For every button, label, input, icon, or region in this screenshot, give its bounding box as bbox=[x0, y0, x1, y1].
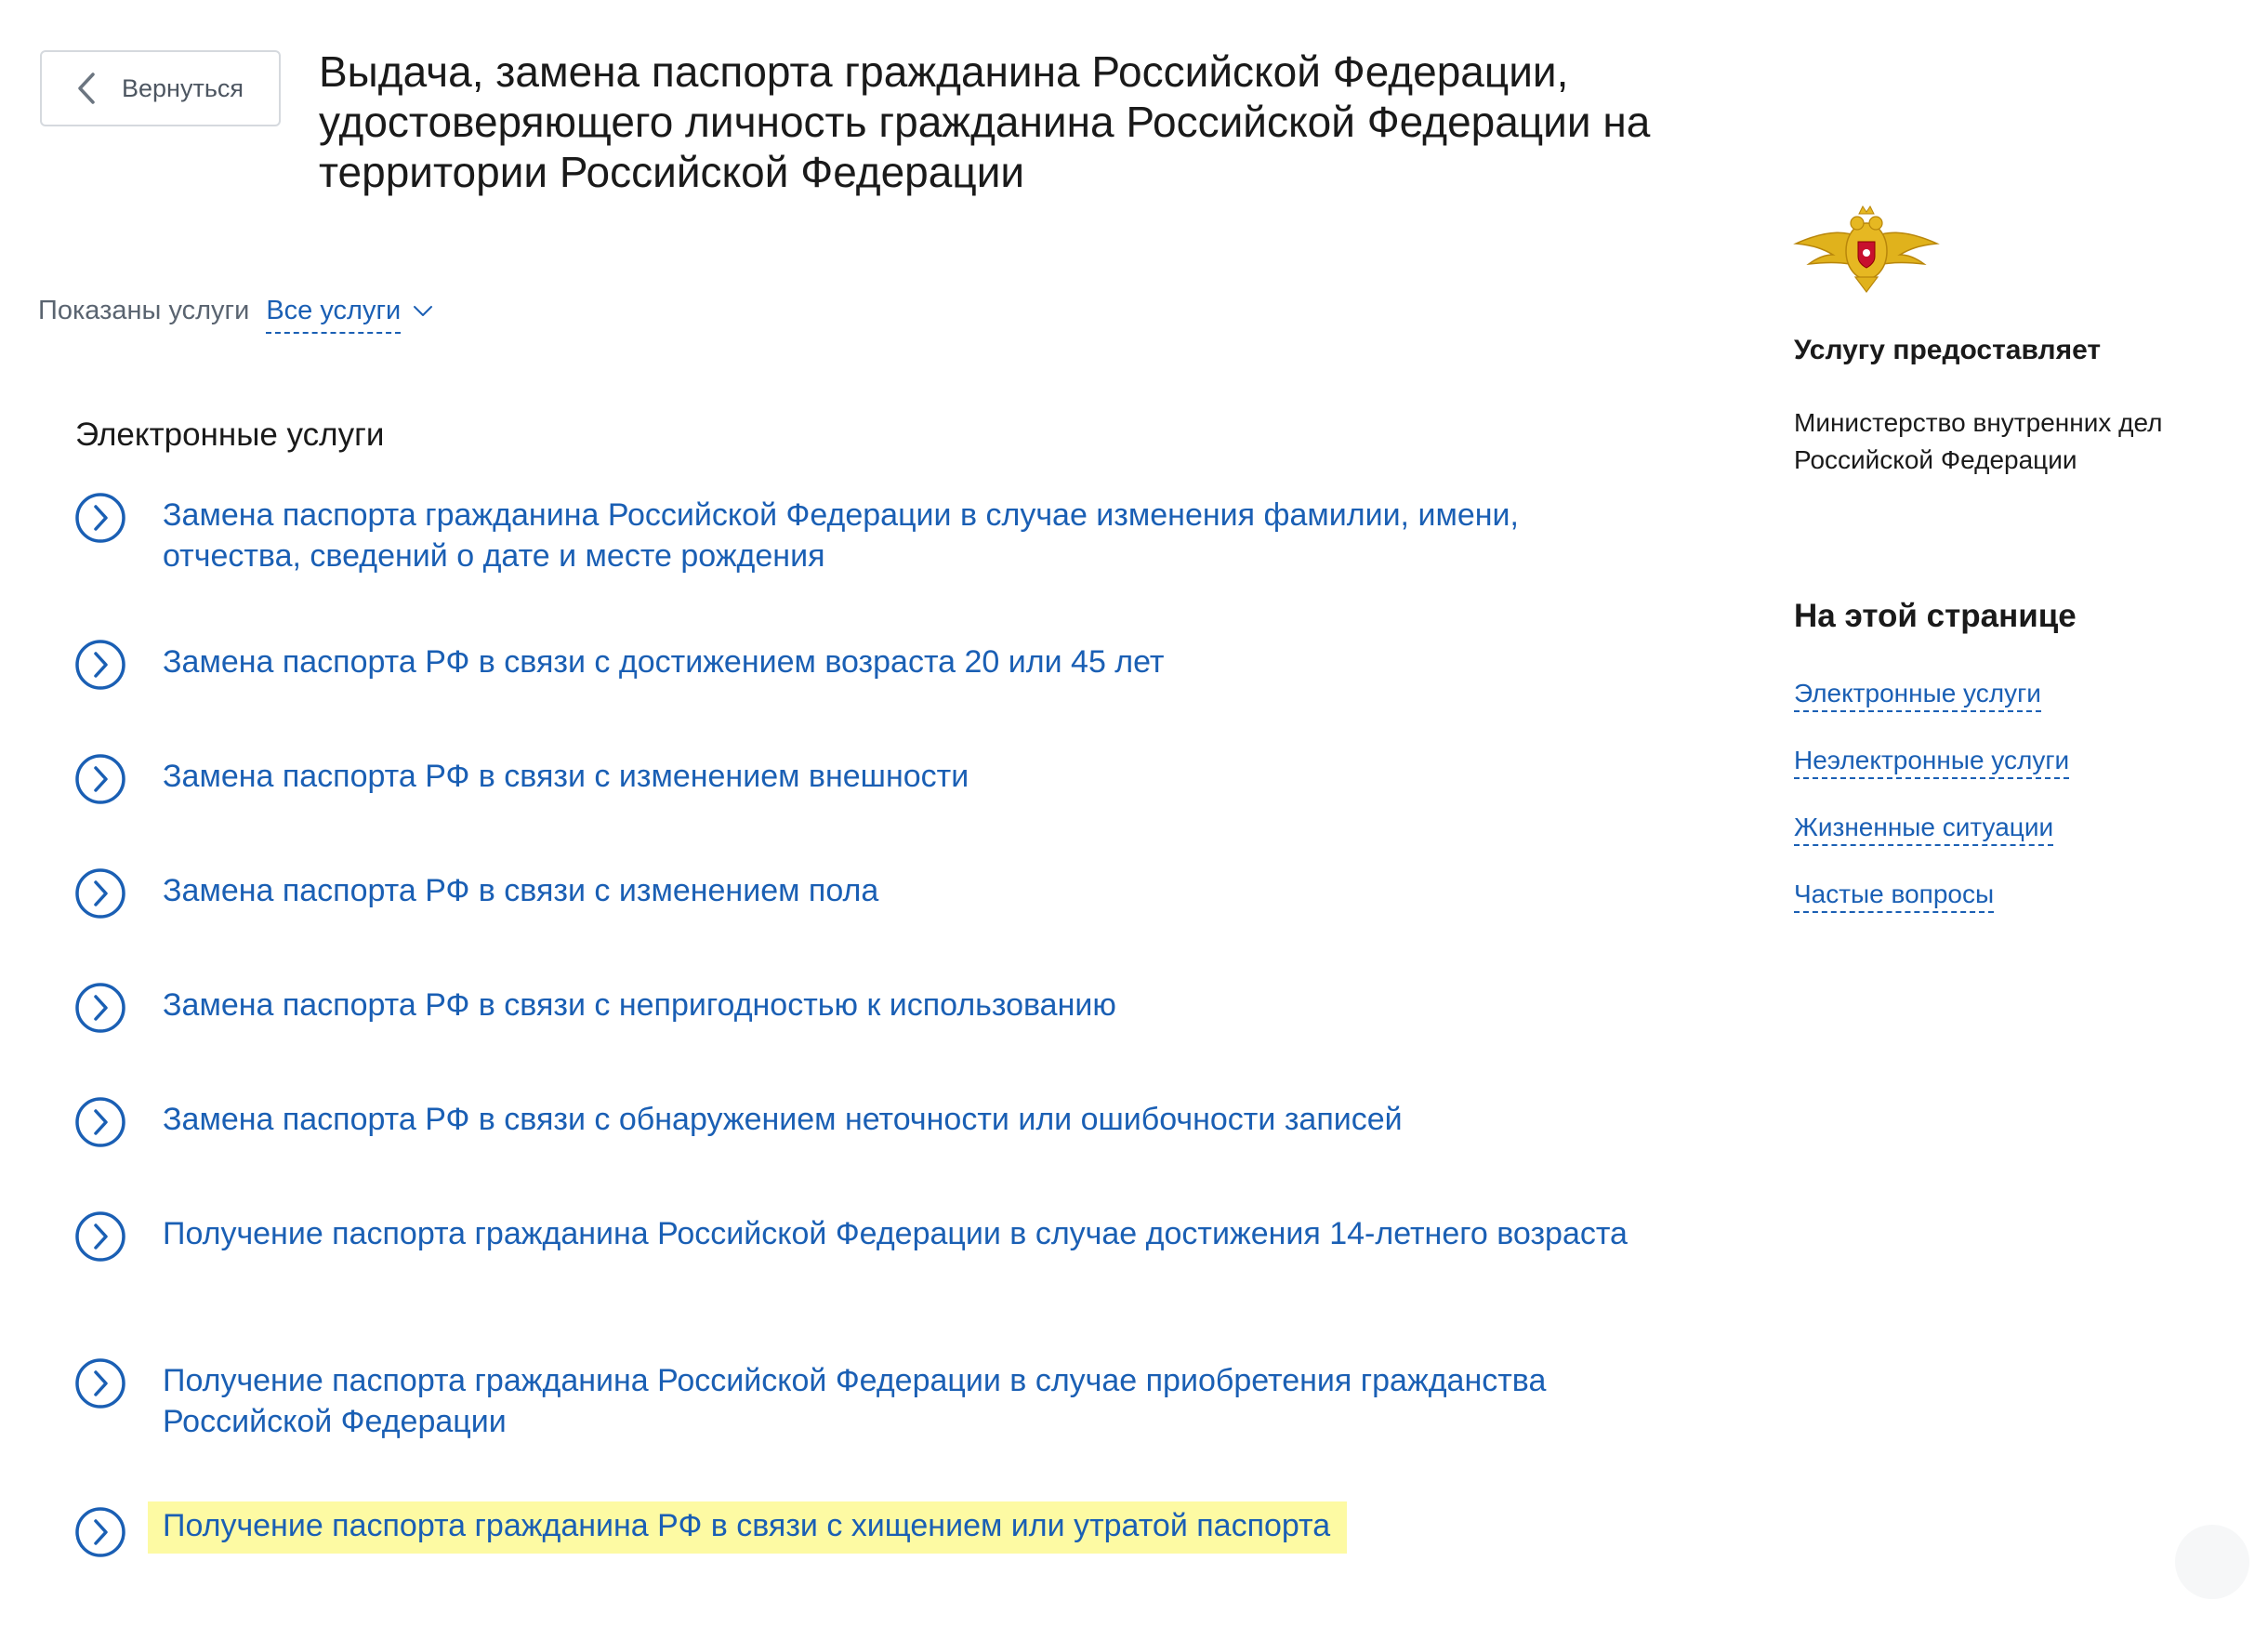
toc-item bbox=[1794, 746, 2069, 813]
service-link-highlighted[interactable]: Получение паспорта гражданина РФ в связи с хищением или утратой паспорта bbox=[148, 1501, 1347, 1554]
floating-widget[interactable] bbox=[2175, 1525, 2249, 1599]
service-item bbox=[74, 1213, 1655, 1263]
chevron-circle-icon[interactable] bbox=[74, 1210, 126, 1263]
chevron-circle-icon[interactable] bbox=[74, 982, 126, 1034]
provider-heading: Услугу предоставляет bbox=[1794, 335, 2102, 365]
filter-selected-value: Все услуги bbox=[266, 296, 401, 334]
provider-name-line1: Министерство внутренних дел bbox=[1794, 408, 2163, 437]
chevron-circle-icon[interactable] bbox=[74, 1506, 126, 1558]
chevron-circle-icon[interactable] bbox=[74, 867, 126, 919]
service-link[interactable]: Замена паспорта РФ в связи с изменением внешности bbox=[163, 759, 969, 794]
toc-link-life-situations[interactable]: Жизненные ситуации bbox=[1794, 813, 2053, 846]
service-link[interactable]: Получение паспорта гражданина Российской Федерации в случае достижения 14-летнего возраста bbox=[163, 1216, 1628, 1251]
service-link[interactable]: Замена паспорта РФ в связи с изменением пола bbox=[163, 873, 879, 908]
toc-link-electronic-services[interactable]: Электронные услуги bbox=[1794, 679, 2041, 712]
toc-link-faq[interactable]: Частые вопросы bbox=[1794, 880, 1994, 913]
service-item bbox=[74, 870, 1655, 919]
service-item bbox=[74, 1509, 1655, 1558]
page-title: Выдача, замена паспорта гражданина Российской Федерации, удостоверяющего личность гражданина Российской Федерации на территории Российской Федерации bbox=[319, 47, 1651, 196]
chevron-circle-icon[interactable] bbox=[74, 492, 126, 544]
service-link[interactable]: Замена паспорта гражданина Российской Федерации в случае изменения фамилии, имени, отчества, сведений о дате и месте рождения bbox=[163, 497, 1519, 574]
service-item bbox=[74, 1099, 1655, 1148]
toc-item bbox=[1794, 813, 2069, 880]
toc-item bbox=[1794, 880, 2069, 946]
back-button-label: Вернуться bbox=[122, 73, 244, 102]
service-item bbox=[74, 642, 1655, 691]
service-item bbox=[74, 1360, 1655, 1442]
mvd-emblem-icon bbox=[1792, 203, 1941, 296]
provider-name-line2: Российской Федерации bbox=[1794, 445, 2077, 474]
toc-link-non-electronic-services[interactable]: Неэлектронные услуги bbox=[1794, 746, 2069, 779]
toc-list bbox=[1794, 679, 2069, 946]
service-link[interactable]: Замена паспорта РФ в связи с достижением возраста 20 или 45 лет bbox=[163, 644, 1165, 680]
service-link[interactable]: Получение паспорта гражданина Российской Федерации в случае приобретения гражданства Российской Федерации bbox=[163, 1363, 1547, 1439]
chevron-circle-icon[interactable] bbox=[74, 1357, 126, 1409]
service-link[interactable]: Замена паспорта РФ в связи с непригодностью к использованию bbox=[163, 987, 1116, 1023]
filter-label: Показаны услуги bbox=[38, 296, 250, 325]
electronic-services-heading: Электронные услуги bbox=[75, 417, 385, 453]
toc-heading: На этой странице bbox=[1794, 598, 2077, 634]
toc-item bbox=[1794, 679, 2069, 746]
chevron-circle-icon[interactable] bbox=[74, 753, 126, 805]
chevron-circle-icon[interactable] bbox=[74, 1096, 126, 1148]
chevron-circle-icon[interactable] bbox=[74, 639, 126, 691]
service-item bbox=[74, 756, 1655, 805]
provider-name bbox=[1794, 404, 2240, 479]
service-item bbox=[74, 495, 1655, 576]
service-item bbox=[74, 985, 1655, 1034]
service-link[interactable]: Замена паспорта РФ в связи с обнаружением неточности или ошибочности записей bbox=[163, 1102, 1403, 1137]
